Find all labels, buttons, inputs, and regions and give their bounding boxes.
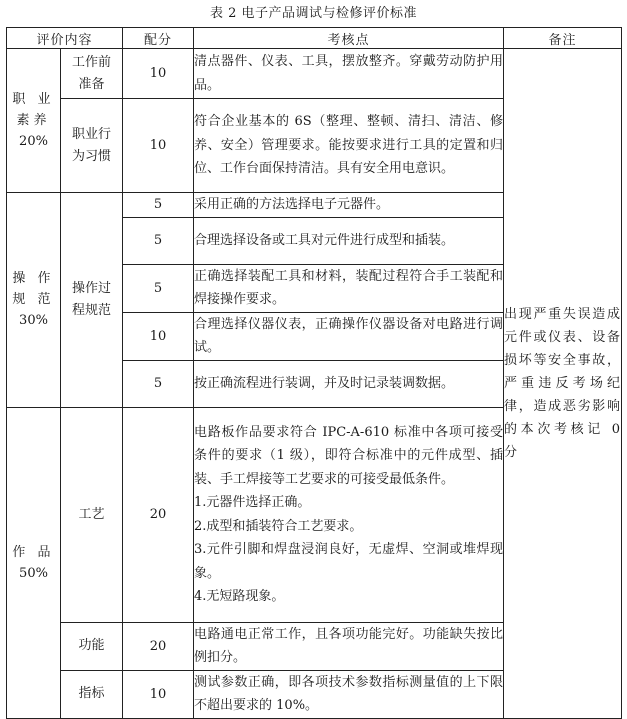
subcategory-cell: 功能: [61, 622, 123, 670]
subcategory-cell: 工艺: [61, 407, 123, 622]
subcategory-cell: 指标: [61, 670, 123, 718]
criteria-list-item: 1.元器件选择正确。: [194, 495, 311, 510]
subcategory-line1: 操作过: [72, 280, 112, 296]
category-percent: 20%: [19, 134, 48, 149]
table-row: [7, 49, 622, 99]
category-name-line1: 职 业: [12, 92, 55, 107]
subcategory-cell: [61, 99, 123, 193]
criteria-cell: 符合企业基本的 6S（整理、整顿、清扫、清洁、修养、安全）管理要求。能按要求进行工具的定置和归位、工作台面保持清洁。具有安全用电意识。: [194, 99, 504, 193]
score-cell: 5: [123, 264, 194, 312]
criteria-cell: 正确选择装配工具和材料，装配过程符合手工装配和焊接操作要求。: [194, 264, 504, 312]
subcategory-line1: 职业行: [72, 126, 112, 142]
criteria-cell: 清点器件、仪表、工具，摆放整齐。穿戴劳动防护用品。: [194, 49, 504, 99]
score-cell: 10: [123, 99, 194, 193]
score-cell: 10: [123, 670, 194, 718]
table-caption: 表 2 电子产品调试与检修评价标准: [209, 6, 418, 21]
category-cell: [7, 407, 61, 718]
header-score: 配分: [123, 28, 194, 49]
score-cell: 5: [123, 193, 194, 218]
category-percent: 30%: [19, 313, 48, 329]
subcategory-line2: 为习惯: [72, 148, 112, 164]
criteria-cell: 合理选择设备或工具对元件进行成型和插装。: [194, 217, 504, 264]
header-remark: 备注: [504, 28, 622, 49]
header-criteria: 考核点: [194, 28, 504, 49]
category-percent: 50%: [19, 565, 48, 581]
criteria-cell: 电路通电正常工作，且各项功能完好。功能缺失按比例扣分。: [194, 622, 504, 670]
subcategory-line2: 程规范: [72, 302, 112, 318]
category-cell: [7, 193, 61, 408]
criteria-cell: 采用正确的方法选择电子元器件。: [194, 193, 504, 218]
criteria-cell: 合理选择仪器仪表，正确操作仪器设备对电路进行调试。: [194, 312, 504, 360]
criteria-cell: [194, 407, 504, 622]
category-cell: [7, 49, 61, 193]
category-name-line2: 规 范: [12, 292, 55, 308]
score-cell: 20: [123, 407, 194, 622]
subcategory-line1: 工作前: [72, 54, 112, 70]
subcategory-cell: [61, 193, 123, 408]
criteria-list-item: 4.无短路现象。: [194, 589, 285, 604]
subcategory-cell: [61, 49, 123, 99]
score-cell: 5: [123, 360, 194, 407]
category-name-line2: 素养: [16, 113, 51, 128]
category-name-line1: 操 作: [12, 271, 55, 287]
criteria-list-item: 3.元件引脚和焊盘浸润良好，无虚焊、空洞或堆焊现象。: [194, 542, 504, 581]
criteria-cell: 测试参数正确，即各项技术参数指标测量值的上下限不超出要求的 10%。: [194, 670, 504, 718]
category-name-line1: 作 品: [12, 544, 55, 560]
criteria-intro: 电路板作品要求符合 IPC-A-610 标准中各项可接受条件的要求（1 级），即符合标准中的元件成型、插装、手工焊接等工艺要求的可接受最低条件。: [194, 424, 504, 487]
score-cell: 10: [123, 49, 194, 99]
score-cell: 20: [123, 622, 194, 670]
criteria-list-item: 2.成型和插装符合工艺要求。: [194, 518, 363, 534]
score-cell: 10: [123, 312, 194, 360]
evaluation-table: [6, 27, 622, 719]
subcategory-line2: 准备: [78, 76, 105, 92]
score-cell: 5: [123, 217, 194, 264]
header-row: [7, 28, 622, 49]
remark-cell: 出现严重失误造成元件或仪表、设备损坏等安全事故，严重违反考场纪律，造成恶劣影响的本次考核记 0 分: [504, 49, 622, 719]
criteria-cell: 按正确流程进行装调，并及时记录装调数据。: [194, 360, 504, 407]
header-content: 评价内容: [7, 28, 123, 49]
